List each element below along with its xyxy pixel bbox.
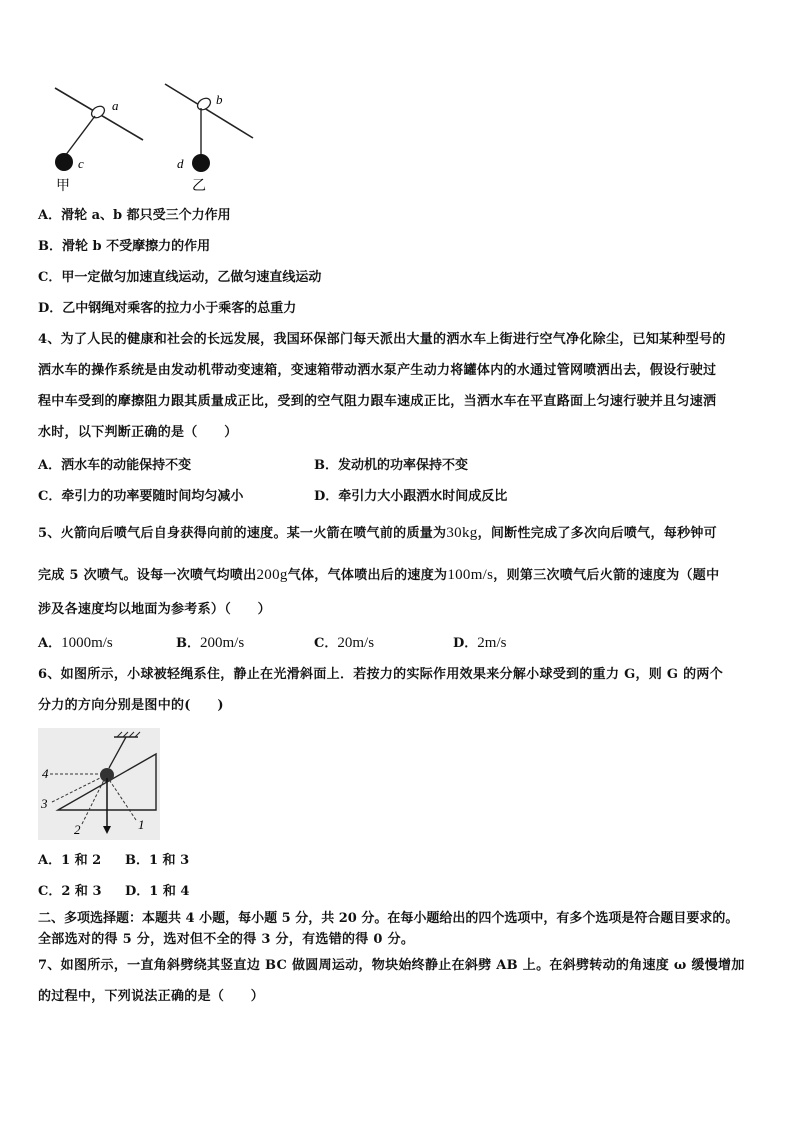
q5-line-1-part-b: ，间断性完成了多次向后喷气，每秒钟可 — [477, 526, 717, 541]
caption-jia: 甲 — [56, 178, 70, 194]
rope-left — [65, 116, 95, 156]
pulley-figure — [40, 78, 280, 198]
q6-line-1: 6、如图所示，小球被轻绳系住，静止在光滑斜面上．若按力的实际作用效果来分解小球受到的重力 G，则 G 的两个 — [38, 667, 724, 682]
q6-option-d: D．1 和 4 — [125, 884, 190, 899]
dir-label-3: 3 — [41, 796, 48, 811]
incline-figure — [38, 728, 160, 840]
label-a: a — [112, 98, 119, 113]
q4-line-1: 4、为了人民的健康和社会的长远发展，我国环保部门每天派出大量的洒水车上街进行空气净化除尘，已知某种型号的 — [38, 332, 726, 347]
gas-mass: 200g — [256, 567, 288, 583]
q4-line-3: 程中车受到的摩擦阻力跟其质量成正比，受到的空气阻力跟车速成正比，当洒水车在平直路面上匀速行驶并且匀速洒 — [38, 394, 717, 409]
q5-line-2-part-b: 气体，气体喷出后的速度为 — [287, 568, 448, 583]
q6-line-2: 分力的方向分别是图中的( ) — [38, 698, 224, 713]
q5-line-2-part-c: ，则第三次喷气后火箭的速度为（题中 — [493, 568, 720, 583]
q5-line-1 — [38, 524, 717, 543]
pulley-b — [195, 96, 212, 112]
q5-line-2-part-a: 完成 5 次喷气。设每一次喷气均喷出 — [38, 568, 257, 583]
dir-label-2: 2 — [74, 822, 81, 837]
rocket-mass: 30kg — [446, 525, 478, 541]
q6-option-c: C．2 和 3 — [38, 884, 102, 899]
q6-option-a: A．1 和 2 — [38, 853, 102, 868]
cable-right — [165, 84, 253, 138]
q5-line-2 — [38, 566, 719, 585]
q6-option-b: B．1 和 3 — [125, 853, 190, 868]
q5-line-3: 涉及各速度均以地面为参考系）（ ） — [38, 602, 271, 617]
q4-option-a: A．洒水车的动能保持不变 — [38, 458, 192, 473]
label-c: c — [78, 156, 84, 171]
caption-yi: 乙 — [192, 178, 206, 194]
ball-c — [55, 153, 73, 171]
q5-option-d: D．2m/s — [453, 635, 507, 651]
q3-option-a: A．滑轮 a、b 都只受三个力作用 — [38, 208, 231, 223]
q4-line-4: 水时，以下判断正确的是（ ） — [38, 425, 238, 440]
q3-option-d: D．乙中钢绳对乘客的拉力小于乘客的总重力 — [38, 301, 297, 316]
label-d: d — [177, 156, 184, 171]
q5-option-a: A．1000m/s — [38, 635, 113, 651]
q5-option-c: C．20m/s — [314, 635, 375, 651]
ball-d — [192, 154, 210, 172]
gas-speed: 100m/s — [447, 567, 494, 583]
q3-option-b: B．滑轮 b 不受摩擦力的作用 — [38, 239, 211, 254]
q4-option-d: D．牵引力大小跟洒水时间成反比 — [314, 489, 508, 504]
q4-option-c: C．牵引力的功率要随时间均匀减小 — [38, 489, 244, 504]
section2-line-1: 二、多项选择题：本题共 4 小题，每小题 5 分，共 20 分。在每小题给出的四个选项中，有多个选项是符合题目要求的。 — [38, 911, 739, 926]
q7-line-1: 7、如图所示，一直角斜劈绕其竖直边 BC 做圆周运动，物块始终静止在斜劈 AB 上。在斜劈转动的角速度 ω 缓慢增加 — [38, 958, 745, 973]
label-b: b — [216, 92, 223, 107]
q4-line-2: 洒水车的操作系统是由发动机带动变速箱，变速箱带动洒水泵产生动力将罐体内的水通过管网喷洒出去，假设行驶过 — [38, 363, 717, 378]
q4-option-b: B．发动机的功率保持不变 — [314, 458, 468, 473]
q7-line-2: 的过程中，下列说法正确的是（ ） — [38, 989, 265, 1004]
q5-option-b: B．200m/s — [176, 635, 245, 651]
dir-label-4: 4 — [42, 766, 49, 781]
q5-line-1-part-a: 5、火箭向后喷气后自身获得向前的速度。某一火箭在喷气前的质量为 — [38, 526, 447, 541]
q3-option-c: C．甲一定做匀加速直线运动，乙做匀速直线运动 — [38, 270, 322, 285]
dir-label-1: 1 — [138, 817, 145, 832]
section2-line-2: 全部选对的得 5 分，选对但不全的得 3 分，有选错的得 0 分。 — [38, 932, 415, 947]
